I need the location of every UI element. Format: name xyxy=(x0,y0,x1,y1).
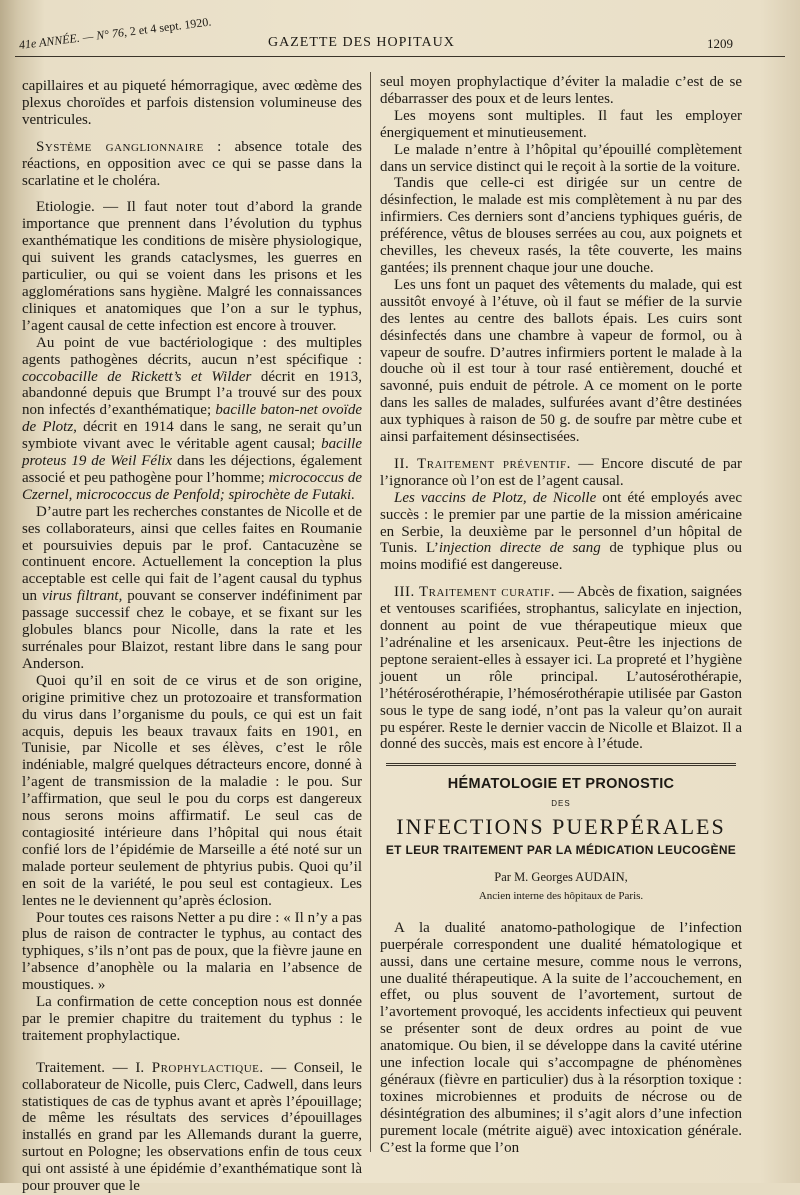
paragraph-text: dans les déjections, également associé et peu pathogène pour l’homme; xyxy=(22,453,363,486)
paragraph-text: — I. xyxy=(105,1059,152,1076)
subhead: II. Traitement préventif. xyxy=(394,455,571,472)
article-title-main: INFECTIONS PUERPÉRALES xyxy=(396,814,726,840)
section-divider xyxy=(386,763,736,766)
issue-info xyxy=(18,15,212,53)
paragraph-text: — Encore discuté de par l’ignorance où l’on est de l’agent causal. xyxy=(380,455,742,489)
paragraph: seul moyen prophylactique d’éviter la maladie c’est de se débarrasser des poux et de leurs lentes. xyxy=(380,74,742,107)
header-rule xyxy=(15,56,785,57)
paragraph: Les uns font un paquet des vêtements du malade, qui est aussitôt envoyé à l’étuve, où il faut se méfier de la survie des lentes au centre des ballots épais. Les cuirs sont désinfectés dans une chambre à vapeur de formol, ou à vapeur de soufre. D’autres infirmiers portent le malade à la douche où il est tour à tour rasé entièrement, douché et savonné, puis enduit de pétrole. A ce moment on le porte dans les salles de malades, sulfurées avant d’être destinées aux typhiques à raison de 50 g. de soufre par mètre cube et ainsi parfaitement désinsectisées. xyxy=(380,276,742,446)
italic-text: virus filtrant, xyxy=(41,588,123,605)
paragraph xyxy=(22,139,362,190)
journal-title: GAZETTE DES HOPITAUX xyxy=(268,35,455,50)
paragraph-text: de typhique plus ou moins modifié est dangereuse. xyxy=(380,540,742,574)
left-column xyxy=(22,78,362,1195)
paragraph-text: décrit en 1914 dans le sang, ne serait qu’un symbiote vivant avec le véritable agent causal; xyxy=(22,419,362,453)
column-divider xyxy=(370,72,371,1152)
section-heading: Etiologie. xyxy=(36,199,95,216)
paragraph: La confirmation de cette conception nous est donnée par le premier chapitre du traitement du typhus : le traitement prophylactique. xyxy=(22,994,362,1044)
subhead: Système ganglionnaire xyxy=(36,138,204,155)
paragraph: A la dualité anatomo-pathologique de l’infection puerpérale correspondent une dualité hématologique et aussi, dans une certaine mesure, comme nous le verrons, une dualité thérapeutique. A la suite de l’accouchement, en effet, ou plus souvent de l’avortement, surtout de l’avortement provoqué, les accidents infectieux qui peuvent se présenter sont de deux ordres au point de vue anatomique. Ou bien, il se développe dans la cavité utérine une infection locale qui s’accompagne de phénomènes généraux (fièvre en particulier) dus à la résorption toxique : toxines microbiennes et produits de nécrose ou de désintégration des albumines; il s’agit alors d’une infection purement locale (métrite aiguë) avec intoxication générale. C’est la forme que l’on xyxy=(380,919,742,1156)
paragraph-text: — Conseil, le collaborateur de Nicolle, puis Clerc, Cadwell, dans leurs statistiques de cas de typhus avant et après l’épouillage; de même les résultats des services d’épouillages installés en grand par les Allemands durant la guerre, surtout en Pologne; les observations enfin de tous ceux qui ont assisté à une épidémie d’exanthématique sont là pour prouver que le xyxy=(22,1059,362,1195)
article-title-connector: DES xyxy=(551,799,571,809)
paragraph-text: Au point de vue bactériologique : des multiples agents pathogènes décrits, aucun n’est spécifique : xyxy=(22,334,362,368)
italic-text: injection directe de sang xyxy=(438,540,601,557)
paragraph-text: — Abcès de fixation, saignées et ventouses scarifiées, strophantus, salicylate en injection, donnent au point de vue thérapeutique mieux que l’adrénaline et les arsenicaux. Peut-être les injections de peptone seraient-elles à essayer ici. La propreté et l’hygiène jouent un rôle principal. L’autosérothérapie, l’hétérosérothérapie, l’hémosérothérapie utilisée par Gaston sous le type de sang iodé, n’ont pas la valeur qu’on aurait pu espérer. Reste le dernier vaccin de Nicolle et Blaizot. Il a donné des succès, mais est encore à l’étude. xyxy=(380,584,742,753)
issue-date: 2 et 4 sept. 1920. xyxy=(128,14,213,39)
issue-number: 41e ANNÉE. — N° 76, xyxy=(18,24,128,53)
paragraph xyxy=(22,504,362,673)
paragraph-text: D’autre part les recherches constantes de Nicolle et de ses collaborateurs, ainsi que celles faites en Roumanie et poursuivies depuis par le prof. Cantacuzène se continuent encore. Actuellement la conception la plus acceptable est celle qui fait de l’agent causal du typhus un xyxy=(22,503,362,605)
paragraph xyxy=(380,456,742,490)
italic-text: micrococcus de Czernel, micrococcus de Penfold; spirochète de Futaki. xyxy=(22,469,362,503)
paragraph-text: — Il faut noter tout d’abord la grande importance que prennent dans l’évolution du typhus exanthématique les conditions de misère physiologique, qui suivent les grands cataclysmes, les guerres en particulier, ou qui se voient dans les prisons et les agglomérations sans hygiène. Malgré les connaissances cliniques et anatomiques que l’on a sur le typhus, l’agent causal de cette infection est encore à trouver. xyxy=(22,199,362,334)
paragraph: Le malade n’entre à l’hôpital qu’épouillé complètement dans un service distinct qui le reçoit à la sortie de la voiture. xyxy=(380,141,742,175)
article-subtitle: ET LEUR TRAITEMENT PAR LA MÉDICATION LEUCOGÈNE xyxy=(385,843,737,858)
article-title-line-1: HÉMATOLOGIE ET PRONOSTIC xyxy=(447,776,675,793)
paragraph: Pour toutes ces raisons Netter a pu dire : « Il n’y a pas plus de raison de contracter le typhus, au contact des typhiques, s’ils n’ont pas de poux, que la fièvre jaune en l’absence d’anophèle ou la malaria en l’absence de moustiques. » xyxy=(22,909,362,994)
author-affiliation: Ancien interne des hôpitaux de Paris. xyxy=(478,889,644,902)
italic-text: bacille proteus 19 de Weil Félix xyxy=(22,436,362,470)
page-header xyxy=(0,0,800,60)
subhead: III. Traitement curatif. xyxy=(394,584,555,601)
section-heading: Traitement. xyxy=(36,1059,106,1076)
paragraph xyxy=(22,199,362,334)
right-column xyxy=(380,74,742,1156)
author-byline: Par M. Georges AUDAIN, xyxy=(494,869,628,884)
paragraph-text: : absence totale des réactions, en opposition avec ce qui se passe dans la scarlatine et le choléra. xyxy=(22,138,362,189)
paragraph xyxy=(380,584,742,753)
subhead: Prophylactique. xyxy=(151,1059,264,1076)
paragraph xyxy=(22,1060,362,1195)
paragraph-text: pouvant se conserver indéfiniment par passage successif chez le cobaye, et se fixant sur les globules blancs pour Nicolle, dans la rate et les surrénales pour Blaizot, restant libre dans le sang pour Anderson. xyxy=(22,588,362,672)
page-number: 1209 xyxy=(707,36,733,51)
italic-text: coccobacille de Rickett’s et Wilder xyxy=(22,368,252,385)
article-header xyxy=(380,776,742,904)
paragraph-text: décrit en 1913, abandonné depuis que Brumpt l’a trouvé sur des poux non infectés d’exanthématique; xyxy=(22,368,362,419)
paragraph-text: ont été employés avec succès : le premier par une partie de la mission américaine en Serbie, la deuxième par le personnel d’un hôpital de Tunis. L’ xyxy=(380,489,742,557)
paragraph: Tandis que celle-ci est dirigée sur un centre de désinfection, le malade est mis complètement à nu par des infirmiers. Ces derniers sont d’anciens typhiques guéris, de préférence, vêtus de blouses serrées au cou, aux poignets et chevilles, les cheveux rasés, la tête couverte, les mains gantées; ils prennent chaque jour une douche. xyxy=(380,175,742,276)
paragraph xyxy=(380,490,742,575)
paragraph: Les moyens sont multiples. Il faut les employer énergiquement et minutieusement. xyxy=(380,107,742,141)
italic-text: bacille baton-net ovoïde de Plotz, xyxy=(22,402,362,436)
paragraph xyxy=(22,335,362,504)
italic-text: Les vaccins de Plotz, de Nicolle xyxy=(394,489,597,506)
paragraph: Quoi qu’il en soit de ce virus et de son origine, origine primitive chez un protozoaire et transformation du virus dans l’organisme du pouls, ce qui est un fait acquis, depuis les beaux travaux faits en 1901, en Tunisie, par Nicolle et ses élèves, c’est le rôle indéniable, malgré quelques détracteurs encore, donné à l’agent de transmission de la maladie : le pou. Sur l’affirmation, que seul le pou du corps est dangereux nous serons moins affirmatif. Le seul cas de contagiosité intérieure dans l’hôpital qui nous était confié lors de l’épidémie de Marseille a été noté sur un malade porteur seulement de phtyrius pubis. Quoi qu’il en soit de la variété, le pou seul est contagieux. Les lentes ne le deviennent qu’après éclosion. xyxy=(22,672,362,909)
paragraph: capillaires et au piqueté hémorragique, avec œdème des plexus choroïdes et parfois distension volumineuse des ventricules. xyxy=(22,78,362,128)
